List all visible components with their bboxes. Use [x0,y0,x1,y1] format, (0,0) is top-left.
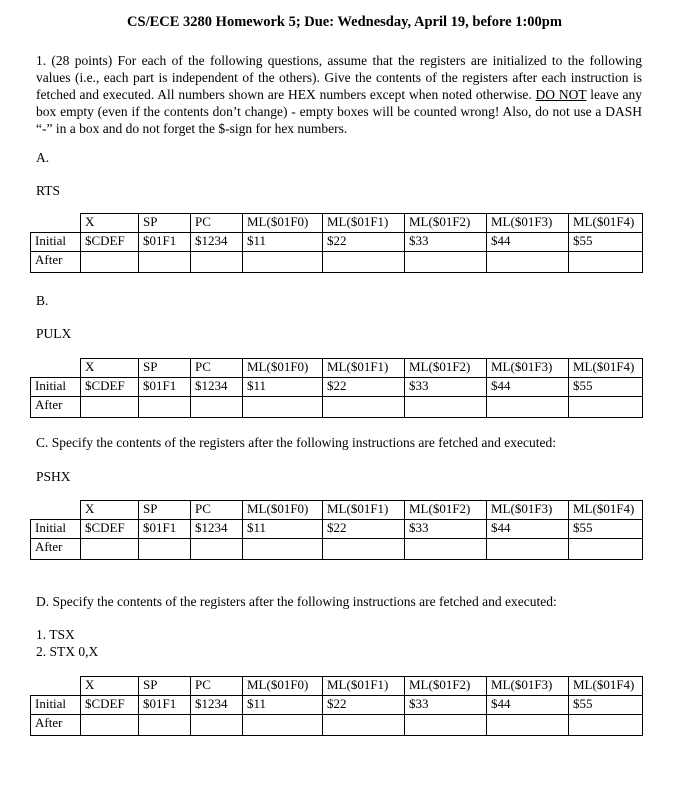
after-answer-cell[interactable] [191,539,243,560]
after-answer-cell[interactable] [569,715,643,736]
initial-value-cell: $01F1 [139,378,191,397]
section-d-heading: D. Specify the contents of the registers after the following instructions are fetched and executed: [36,594,557,609]
after-answer-cell[interactable] [323,397,405,418]
initial-value-cell: $CDEF [81,520,139,539]
initial-value-cell: $44 [487,233,569,252]
column-header: ML($01F1) [323,677,405,696]
column-header: ML($01F0) [243,677,323,696]
initial-value-cell: $55 [569,520,643,539]
column-header: X [81,677,139,696]
column-header: SP [139,677,191,696]
after-answer-cell[interactable] [191,715,243,736]
register-table-d [30,676,643,736]
after-answer-cell[interactable] [139,252,191,273]
after-answer-cell[interactable] [405,252,487,273]
initial-value-cell: $1234 [191,378,243,397]
initial-value-cell: $44 [487,378,569,397]
after-answer-cell[interactable] [243,539,323,560]
register-table-b [30,358,643,418]
after-answer-cell[interactable] [81,397,139,418]
section-c-heading: C. Specify the contents of the registers after the following instructions are fetched and executed: [36,435,556,450]
column-header: X [81,501,139,520]
after-answer-cell[interactable] [191,397,243,418]
initial-value-cell: $11 [243,378,323,397]
after-answer-cell[interactable] [81,252,139,273]
column-header: ML($01F1) [323,359,405,378]
column-header: ML($01F1) [323,214,405,233]
after-answer-cell[interactable] [405,539,487,560]
row-label-initial: Initial [31,378,81,397]
after-answer-cell[interactable] [487,539,569,560]
header-blank-cell [31,359,81,378]
row-label-initial: Initial [31,696,81,715]
column-header: ML($01F4) [569,359,643,378]
column-header: SP [139,501,191,520]
page-title: CS/ECE 3280 Homework 5; Due: Wednesday, April 19, before 1:00pm [127,14,562,30]
row-label-initial: Initial [31,520,81,539]
column-header: ML($01F4) [569,677,643,696]
after-answer-cell[interactable] [487,397,569,418]
do-not-emphasis: DO NOT [535,87,587,102]
initial-value-cell: $22 [323,696,405,715]
column-header: ML($01F0) [243,214,323,233]
header-blank-cell [31,214,81,233]
initial-value-cell: $CDEF [81,378,139,397]
register-table-a [30,213,643,273]
initial-value-cell: $11 [243,520,323,539]
after-answer-cell[interactable] [405,397,487,418]
after-answer-cell[interactable] [487,252,569,273]
column-header: ML($01F3) [487,214,569,233]
column-header: PC [191,359,243,378]
header-blank-cell [31,677,81,696]
column-header: ML($01F4) [569,214,643,233]
column-header: ML($01F2) [405,501,487,520]
after-answer-cell[interactable] [81,539,139,560]
row-label-initial: Initial [31,233,81,252]
initial-value-cell: $01F1 [139,233,191,252]
column-header: PC [191,214,243,233]
column-header: SP [139,359,191,378]
section-d-line-1: 1. TSX [36,627,75,642]
initial-value-cell: $55 [569,233,643,252]
initial-value-cell: $11 [243,233,323,252]
after-answer-cell[interactable] [191,252,243,273]
initial-value-cell: $22 [323,233,405,252]
initial-value-cell: $33 [405,233,487,252]
column-header: ML($01F2) [405,677,487,696]
header-blank-cell [31,501,81,520]
after-answer-cell[interactable] [139,715,191,736]
column-header: ML($01F0) [243,359,323,378]
column-header: ML($01F1) [323,501,405,520]
after-answer-cell[interactable] [323,715,405,736]
after-answer-cell[interactable] [323,539,405,560]
initial-value-cell: $22 [323,520,405,539]
initial-value-cell: $1234 [191,696,243,715]
register-table-c [30,500,643,560]
initial-value-cell: $1234 [191,520,243,539]
row-label-after: After [31,252,81,273]
row-label-after: After [31,715,81,736]
initial-value-cell: $55 [569,378,643,397]
after-answer-cell[interactable] [569,252,643,273]
row-label-after: After [31,397,81,418]
section-b-label: B. [36,293,49,308]
column-header: ML($01F4) [569,501,643,520]
after-answer-cell[interactable] [487,715,569,736]
after-answer-cell[interactable] [139,397,191,418]
section-a-label: A. [36,150,50,165]
after-answer-cell[interactable] [569,539,643,560]
after-answer-cell[interactable] [405,715,487,736]
initial-value-cell: $CDEF [81,696,139,715]
row-label-after: After [31,539,81,560]
column-header: PC [191,677,243,696]
after-answer-cell[interactable] [569,397,643,418]
section-d-line-2: 2. STX 0,X [36,644,99,659]
initial-value-cell: $1234 [191,233,243,252]
initial-value-cell: $01F1 [139,520,191,539]
column-header: SP [139,214,191,233]
initial-value-cell: $44 [487,696,569,715]
column-header: ML($01F3) [487,359,569,378]
instructions-text-2: leave any box empty (even if the contents don’t change) - empty boxes will be counted wrong! Also, do not use a DASH “-” in a box and do not forget the $-sign for hex numbers. [36,87,642,136]
column-header: ML($01F0) [243,501,323,520]
column-header: ML($01F2) [405,214,487,233]
after-answer-cell[interactable] [323,252,405,273]
initial-value-cell: $44 [487,520,569,539]
initial-value-cell: $01F1 [139,696,191,715]
after-answer-cell[interactable] [81,715,139,736]
column-header: ML($01F3) [487,677,569,696]
section-a-instruction: RTS [36,183,60,198]
column-header: PC [191,501,243,520]
initial-value-cell: $33 [405,378,487,397]
after-answer-cell[interactable] [243,252,323,273]
initial-value-cell: $33 [405,696,487,715]
initial-value-cell: $55 [569,696,643,715]
initial-value-cell: $22 [323,378,405,397]
initial-value-cell: $11 [243,696,323,715]
column-header: X [81,214,139,233]
section-c-instruction: PSHX [36,469,71,484]
instructions-paragraph [36,52,642,137]
column-header: X [81,359,139,378]
after-answer-cell[interactable] [243,715,323,736]
after-answer-cell[interactable] [139,539,191,560]
column-header: ML($01F2) [405,359,487,378]
initial-value-cell: $CDEF [81,233,139,252]
initial-value-cell: $33 [405,520,487,539]
after-answer-cell[interactable] [243,397,323,418]
column-header: ML($01F3) [487,501,569,520]
section-b-instruction: PULX [36,326,72,341]
instructions-text-1: 1. (28 points) For each of the following questions, assume that the registers are initialized to the following values (i.e., each part is independent of the others). Give the contents of the registers after each instruction is fetched and executed. All numbers shown are HEX numbers except when noted otherwise. [36,53,642,102]
